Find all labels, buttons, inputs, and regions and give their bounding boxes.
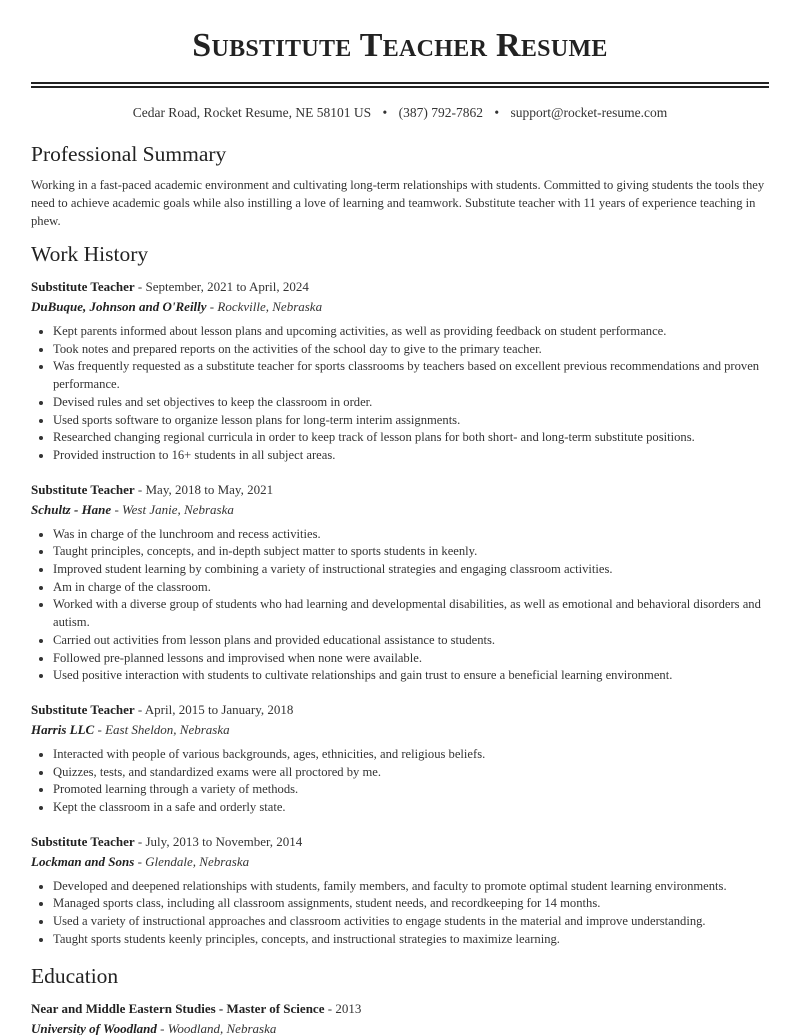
job-location: West Janie, Nebraska xyxy=(122,501,234,517)
contact-separator: • xyxy=(494,105,500,120)
resume-title: Substitute Teacher Resume xyxy=(192,27,608,64)
job-bullet: • Used positive interaction with students to cultivate relationships and gain trust to ensure a beneficial learning environment. xyxy=(53,667,769,685)
header-divider xyxy=(31,82,769,84)
job-company: Harris LLC xyxy=(31,721,95,737)
job-bullets xyxy=(31,746,769,817)
job-bullet: • Used a variety of instructional approaches and classroom activities to engage students in the material and improve understanding. xyxy=(53,913,769,931)
job-bullet: • Researched changing regional curricula in order to keep track of lesson plans for both short- and long-term substitute positions. xyxy=(53,429,769,447)
job-role: Substitute Teacher xyxy=(31,701,135,717)
work-history-list xyxy=(31,277,769,949)
job-bullet: • Carried out activities from lesson plans and provided educational assistance to students. xyxy=(53,632,769,650)
job-dates: July, 2013 to November, 2014 xyxy=(145,833,303,849)
job-bullets xyxy=(31,526,769,685)
job-bullet: • Provided instruction to 16+ students in all subject areas. xyxy=(53,447,769,465)
job-bullet: • Managed sports class, including all classroom assignments, student needs, and recordkeeping for 14 months. xyxy=(53,895,769,913)
job-bullet: • Was in charge of the lunchroom and recess activities. xyxy=(53,526,769,544)
education-year: 2013 xyxy=(335,1000,362,1016)
job-bullet: • Worked with a diverse group of students who had learning and developmental disabilities, as well as emotional and behavioral disorders and autism. xyxy=(53,596,769,631)
job-bullet: • Improved student learning by combining a variety of instructional strategies and engaging classroom activities. xyxy=(53,561,769,579)
job-title-line: Substitute Teacher - April, 2015 to January, 2018 xyxy=(31,701,294,717)
job-bullet: • Kept the classroom in a safe and orderly state. xyxy=(53,799,769,817)
job-company-line: Schultz - Hane - West Janie, Nebraska xyxy=(31,501,234,517)
section-title-work-history: Work History xyxy=(31,242,149,266)
contact-separator: • xyxy=(382,105,388,120)
contact-phone: (387) 792-7862 xyxy=(398,105,484,120)
education-list xyxy=(31,999,769,1035)
job-entry xyxy=(31,480,769,685)
job-bullets xyxy=(31,323,769,465)
education-school-line: University of Woodland - Woodland, Nebraska xyxy=(31,1020,277,1035)
education-field: Near and Middle Eastern Studies xyxy=(31,1000,216,1016)
job-bullet: • Was frequently requested as a substitute teacher for sports classrooms by teachers based on excellent previous recommendations and proven performance. xyxy=(53,358,769,393)
job-bullet: • Followed pre-planned lessons and improvised when none were available. xyxy=(53,650,769,668)
job-role: Substitute Teacher xyxy=(31,481,135,497)
section-title-education: Education xyxy=(31,963,119,988)
job-company: Lockman and Sons xyxy=(31,853,135,869)
job-bullets xyxy=(31,878,769,949)
job-title-line: Substitute Teacher - September, 2021 to April, 2024 xyxy=(31,279,309,294)
job-bullet: • Taught sports students keenly principles, concepts, and instructional strategies to maximize learning. xyxy=(53,931,769,949)
job-title-line: Substitute Teacher - May, 2018 to May, 2021 xyxy=(31,481,274,497)
summary-text: Working in a fast-paced academic environment and cultivating long-term relationships with students. Committed to giving students the tools they need to achieve academic goals while also instilling a love of learning and teamwork. Substitute teacher with 11 years of experience teaching in phew. xyxy=(31,178,765,228)
job-bullet: • Took notes and prepared reports on the activities of the school day to give to the primary teacher. xyxy=(53,341,769,359)
contact-address: Cedar Road, Rocket Resume, NE 58101 US xyxy=(132,105,372,120)
section-title-summary: Professional Summary xyxy=(31,142,227,166)
education-degree-line: Near and Middle Eastern Studies - Master of Science - 2013 xyxy=(31,1000,362,1016)
job-bullet: • Kept parents informed about lesson plans and upcoming activities, as well as providing feedback on student performance. xyxy=(53,323,769,341)
job-bullet: • Used sports software to organize lesson plans for long-term interim assignments. xyxy=(53,412,769,430)
job-bullet: • Developed and deepened relationships with students, family members, and faculty to promote optimal student learning environments. xyxy=(53,878,769,896)
job-role: Substitute Teacher xyxy=(31,279,135,294)
education-dash: - xyxy=(218,1000,224,1016)
contact-line xyxy=(0,105,800,121)
job-bullet: • Quizzes, tests, and standardized exams were all proctored by me. xyxy=(53,764,769,782)
resume-body xyxy=(31,142,769,1035)
education-school: University of Woodland xyxy=(31,1020,157,1035)
job-location: Rockville, Nebraska xyxy=(217,299,323,314)
job-bullet: • Taught principles, concepts, and in-depth subject matter to sports students in keenly. xyxy=(53,543,769,561)
contact-email[interactable]: support@rocket-resume.com xyxy=(510,105,668,120)
job-location: Glendale, Nebraska xyxy=(145,853,250,869)
job-location: East Sheldon, Nebraska xyxy=(105,721,230,737)
job-bullet: • Am in charge of the classroom. xyxy=(53,579,769,597)
job-company: Schultz - Hane xyxy=(31,501,112,517)
job-entry xyxy=(31,277,769,465)
job-company: DuBuque, Johnson and O'Reilly xyxy=(31,299,207,314)
job-bullet: • Promoted learning through a variety of methods. xyxy=(53,781,769,799)
education-entry xyxy=(31,999,769,1035)
job-bullet: • Devised rules and set objectives to keep the classroom in order. xyxy=(53,394,769,412)
job-role: Substitute Teacher xyxy=(31,833,135,849)
job-bullet: • Interacted with people of various backgrounds, ages, ethnicities, and religious beliefs. xyxy=(53,746,769,764)
job-entry xyxy=(31,700,769,817)
education-degree: Master of Science xyxy=(226,1000,325,1016)
job-dates: September, 2021 to April, 2024 xyxy=(145,279,309,294)
job-entry xyxy=(31,832,769,949)
job-title-line: Substitute Teacher - July, 2013 to November, 2014 xyxy=(31,833,303,849)
job-company-line: DuBuque, Johnson and O'Reilly - Rockville, Nebraska xyxy=(31,299,323,314)
job-dates: April, 2015 to January, 2018 xyxy=(144,701,294,717)
job-company-line: Lockman and Sons - Glendale, Nebraska xyxy=(31,853,250,869)
job-company-line: Harris LLC - East Sheldon, Nebraska xyxy=(31,721,230,737)
job-dates: May, 2018 to May, 2021 xyxy=(145,481,274,497)
education-location: Woodland, Nebraska xyxy=(167,1020,277,1035)
header-divider-second xyxy=(31,86,769,88)
